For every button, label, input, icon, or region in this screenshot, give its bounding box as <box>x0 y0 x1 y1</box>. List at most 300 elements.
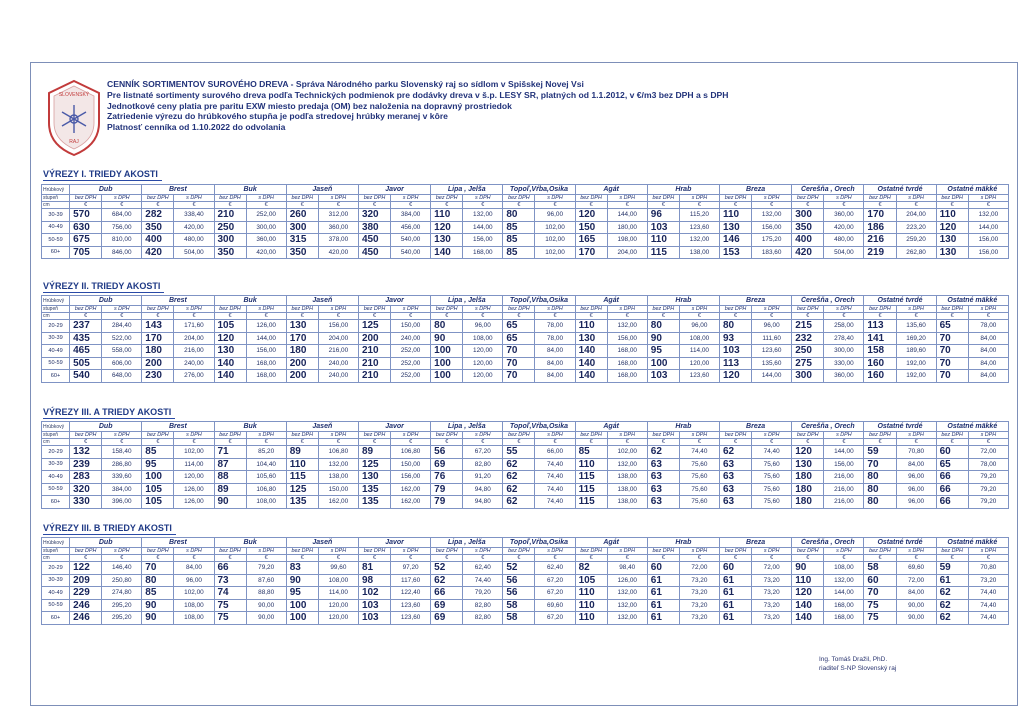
species-header: Jaseň <box>286 296 358 306</box>
price-with-vat: 420,00 <box>824 221 864 234</box>
currency-label: € <box>102 313 142 320</box>
currency-label: € <box>246 439 286 446</box>
price-without-vat: 79 <box>431 496 463 509</box>
price-without-vat: 85 <box>575 446 607 459</box>
price-without-vat: 113 <box>864 320 896 333</box>
price-with-vat-header: s DPH <box>535 195 575 202</box>
price-without-vat: 65 <box>503 332 535 345</box>
price-without-vat-header: bez DPH <box>503 195 535 202</box>
price-without-vat: 95 <box>286 587 318 600</box>
price-with-vat: 456,00 <box>391 221 431 234</box>
price-with-vat: 78,00 <box>968 320 1008 333</box>
price-with-vat: 120,00 <box>463 345 503 358</box>
price-without-vat: 75 <box>214 599 246 612</box>
table-row <box>42 599 1009 612</box>
currency-label: € <box>174 555 214 562</box>
price-without-vat-header: bez DPH <box>647 195 679 202</box>
species-header: Brest <box>142 422 214 432</box>
price-with-vat: 78,00 <box>968 458 1008 471</box>
price-with-vat: 169,20 <box>896 332 936 345</box>
currency-label: € <box>391 313 431 320</box>
currency-label: € <box>463 202 503 209</box>
currency-label: € <box>102 202 142 209</box>
price-without-vat: 100 <box>647 357 679 370</box>
price-without-vat: 130 <box>936 234 968 247</box>
price-without-vat: 200 <box>142 357 174 370</box>
price-with-vat: 126,00 <box>246 320 286 333</box>
price-with-vat-header: s DPH <box>174 195 214 202</box>
price-with-vat: 96,00 <box>896 496 936 509</box>
price-with-vat: 168,00 <box>607 345 647 358</box>
table-row <box>42 458 1009 471</box>
price-table <box>41 537 1009 625</box>
price-with-vat: 284,40 <box>102 320 142 333</box>
price-without-vat: 66 <box>936 483 968 496</box>
currency-label: € <box>647 202 679 209</box>
price-with-vat: 73,20 <box>679 612 719 625</box>
price-without-vat: 120 <box>936 221 968 234</box>
unit-label: cm <box>42 202 70 209</box>
price-without-vat: 180 <box>792 471 824 484</box>
price-with-vat: 75,60 <box>752 483 792 496</box>
price-without-vat-header: bez DPH <box>286 432 318 439</box>
species-header: Ostatné mäkké <box>936 296 1008 306</box>
price-with-vat: 79,20 <box>968 471 1008 484</box>
price-with-vat: 168,00 <box>607 370 647 383</box>
diameter-class: 50-59 <box>42 357 70 370</box>
currency-label: € <box>503 202 535 209</box>
currency-label: € <box>824 439 864 446</box>
price-without-vat: 350 <box>792 221 824 234</box>
price-with-vat: 156,00 <box>463 234 503 247</box>
currency-label: € <box>70 313 102 320</box>
currency-label: € <box>535 202 575 209</box>
price-without-vat: 70 <box>936 345 968 358</box>
price-with-vat: 74,40 <box>535 471 575 484</box>
price-without-vat: 219 <box>864 246 896 259</box>
price-with-vat: 73,20 <box>752 574 792 587</box>
currency-label: € <box>535 313 575 320</box>
price-without-vat: 246 <box>70 612 102 625</box>
price-with-vat: 79,20 <box>246 562 286 575</box>
price-with-vat: 216,00 <box>824 496 864 509</box>
price-without-vat: 170 <box>286 332 318 345</box>
species-header: Hrab <box>647 538 719 548</box>
price-without-vat: 140 <box>431 246 463 259</box>
price-without-vat: 320 <box>358 209 390 222</box>
price-without-vat-header: bez DPH <box>70 432 102 439</box>
currency-label: € <box>318 313 358 320</box>
unit-label: cm <box>42 555 70 562</box>
price-with-vat: 540,00 <box>391 234 431 247</box>
rowhead-label: stupeň <box>42 432 70 439</box>
price-without-vat: 71 <box>214 446 246 459</box>
price-with-vat: 74,40 <box>968 599 1008 612</box>
price-with-vat: 846,00 <box>102 246 142 259</box>
price-without-vat: 70 <box>864 587 896 600</box>
price-with-vat: 132,00 <box>607 599 647 612</box>
price-with-vat: 300,00 <box>824 345 864 358</box>
price-with-vat: 522,00 <box>102 332 142 345</box>
price-without-vat-header: bez DPH <box>431 195 463 202</box>
price-with-vat: 198,00 <box>607 234 647 247</box>
price-without-vat: 135 <box>358 483 390 496</box>
price-with-vat: 123,60 <box>752 345 792 358</box>
rowhead-label: Hrúbkový <box>42 422 70 432</box>
table-row <box>42 471 1009 484</box>
price-with-vat-header: s DPH <box>318 306 358 313</box>
price-without-vat: 58 <box>503 612 535 625</box>
price-with-vat: 223,20 <box>896 221 936 234</box>
price-with-vat: 360,00 <box>246 234 286 247</box>
price-without-vat: 350 <box>142 221 174 234</box>
price-without-vat: 540 <box>70 370 102 383</box>
price-without-vat: 95 <box>647 345 679 358</box>
price-with-vat: 168,00 <box>246 370 286 383</box>
price-without-vat-header: bez DPH <box>142 548 174 555</box>
price-with-vat: 120,00 <box>463 370 503 383</box>
price-with-vat: 648,00 <box>102 370 142 383</box>
price-without-vat: 87 <box>214 458 246 471</box>
price-with-vat: 132,00 <box>463 209 503 222</box>
price-with-vat-header: s DPH <box>679 306 719 313</box>
price-with-vat: 606,00 <box>102 357 142 370</box>
price-without-vat: 180 <box>286 345 318 358</box>
currency-label: € <box>431 202 463 209</box>
price-without-vat: 140 <box>575 357 607 370</box>
diameter-class: 60+ <box>42 496 70 509</box>
price-without-vat: 62 <box>503 483 535 496</box>
table-row <box>42 562 1009 575</box>
currency-label: € <box>752 555 792 562</box>
price-without-vat-header: bez DPH <box>70 548 102 555</box>
price-with-vat: 90,00 <box>896 599 936 612</box>
table-row <box>42 209 1009 222</box>
price-with-vat: 74,40 <box>679 446 719 459</box>
price-without-vat-header: bez DPH <box>575 195 607 202</box>
table-row <box>42 320 1009 333</box>
price-with-vat: 123,60 <box>679 221 719 234</box>
price-without-vat: 58 <box>864 562 896 575</box>
price-without-vat: 85 <box>142 587 174 600</box>
price-without-vat: 56 <box>503 574 535 587</box>
price-without-vat: 65 <box>936 458 968 471</box>
species-header: Ostatné mäkké <box>936 185 1008 195</box>
currency-label: € <box>824 202 864 209</box>
price-without-vat: 282 <box>142 209 174 222</box>
price-without-vat: 300 <box>214 234 246 247</box>
price-with-vat: 72,00 <box>679 562 719 575</box>
price-without-vat: 237 <box>70 320 102 333</box>
currency-label: € <box>358 555 390 562</box>
price-without-vat: 130 <box>936 246 968 259</box>
price-with-vat: 82,80 <box>463 612 503 625</box>
price-without-vat: 61 <box>719 612 751 625</box>
species-header: Breza <box>719 538 791 548</box>
price-without-vat: 63 <box>719 496 751 509</box>
price-with-vat: 108,00 <box>679 332 719 345</box>
price-with-vat: 171,60 <box>174 320 214 333</box>
currency-label: € <box>70 202 102 209</box>
price-with-vat: 146,40 <box>102 562 142 575</box>
price-with-vat: 98,40 <box>607 562 647 575</box>
currency-label: € <box>864 202 896 209</box>
price-without-vat: 100 <box>286 599 318 612</box>
currency-label: € <box>142 202 174 209</box>
price-with-vat: 156,00 <box>752 221 792 234</box>
price-with-vat: 330,00 <box>824 357 864 370</box>
price-without-vat-header: bez DPH <box>358 306 390 313</box>
price-with-vat: 162,00 <box>318 496 358 509</box>
price-with-vat: 216,00 <box>824 471 864 484</box>
price-with-vat-header: s DPH <box>824 195 864 202</box>
price-without-vat-header: bez DPH <box>358 195 390 202</box>
species-header: Topoľ,Vŕba,Osika <box>503 422 575 432</box>
price-with-vat-header: s DPH <box>318 432 358 439</box>
price-without-vat: 140 <box>792 612 824 625</box>
price-without-vat: 63 <box>647 458 679 471</box>
price-with-vat: 339,60 <box>102 471 142 484</box>
price-without-vat: 170 <box>142 332 174 345</box>
price-with-vat: 156,00 <box>391 471 431 484</box>
price-with-vat: 82,80 <box>463 599 503 612</box>
price-without-vat-header: bez DPH <box>431 432 463 439</box>
price-with-vat: 126,00 <box>174 496 214 509</box>
price-with-vat: 144,00 <box>752 370 792 383</box>
currency-label: € <box>286 439 318 446</box>
header-title: CENNÍK SORTIMENTOV SUROVÉHO DREVA - Správa Národného parku Slovenský raj so sídlom v Spišskej Novej Vsi <box>107 79 584 89</box>
species-header: Lipa , Jelša <box>431 422 503 432</box>
price-with-vat: 87,60 <box>246 574 286 587</box>
price-with-vat: 74,40 <box>535 458 575 471</box>
price-without-vat: 80 <box>864 496 896 509</box>
price-with-vat: 360,00 <box>318 221 358 234</box>
price-with-vat: 252,00 <box>391 370 431 383</box>
price-with-vat: 158,40 <box>102 446 142 459</box>
price-without-vat: 80 <box>503 209 535 222</box>
diameter-class: 60+ <box>42 246 70 259</box>
header-line-3: Jednotkové ceny platia pre paritu EXW miesto predaja (OM) bez naloženia na dopravný prostriedok <box>107 100 512 111</box>
currency-label: € <box>431 313 463 320</box>
price-with-vat: 312,00 <box>318 209 358 222</box>
species-header: Čerešňa , Orech <box>792 296 864 306</box>
price-with-vat: 114,00 <box>174 458 214 471</box>
species-header: Brest <box>142 185 214 195</box>
diameter-class: 30-39 <box>42 574 70 587</box>
price-with-vat: 420,00 <box>174 221 214 234</box>
price-without-vat: 209 <box>70 574 102 587</box>
price-without-vat: 200 <box>358 332 390 345</box>
currency-label: € <box>535 555 575 562</box>
price-with-vat: 85,20 <box>246 446 286 459</box>
price-without-vat: 60 <box>936 446 968 459</box>
price-without-vat: 505 <box>70 357 102 370</box>
price-without-vat: 110 <box>575 458 607 471</box>
currency-label: € <box>679 313 719 320</box>
price-without-vat: 110 <box>575 320 607 333</box>
currency-label: € <box>968 555 1008 562</box>
price-with-vat: 79,20 <box>463 587 503 600</box>
price-without-vat: 66 <box>431 587 463 600</box>
price-without-vat-header: bez DPH <box>864 432 896 439</box>
price-without-vat: 62 <box>503 458 535 471</box>
currency-label: € <box>318 439 358 446</box>
species-header: Ostatné tvrdé <box>864 185 936 195</box>
species-header: Jaseň <box>286 185 358 195</box>
snowflake-emblem-icon <box>47 79 101 157</box>
logo-top-text: SLOVENSKÝ <box>58 92 90 98</box>
price-with-vat-header: s DPH <box>463 548 503 555</box>
price-without-vat-header: bez DPH <box>575 548 607 555</box>
price-with-vat-header: s DPH <box>752 306 792 313</box>
signature-block <box>819 655 896 673</box>
price-without-vat: 105 <box>142 483 174 496</box>
rowhead-label: Hrúbkový <box>42 296 70 306</box>
price-with-vat: 105,60 <box>246 471 286 484</box>
price-with-vat: 96,00 <box>896 483 936 496</box>
price-with-vat: 108,00 <box>463 332 503 345</box>
table-row <box>42 574 1009 587</box>
price-without-vat: 300 <box>286 221 318 234</box>
currency-label: € <box>896 555 936 562</box>
price-without-vat: 130 <box>792 458 824 471</box>
price-without-vat: 75 <box>214 612 246 625</box>
price-with-vat-header: s DPH <box>391 432 431 439</box>
price-with-vat: 72,00 <box>896 574 936 587</box>
price-without-vat: 62 <box>431 574 463 587</box>
species-header: Buk <box>214 185 286 195</box>
price-without-vat: 90 <box>647 332 679 345</box>
currency-label: € <box>214 555 246 562</box>
price-with-vat-header: s DPH <box>896 548 936 555</box>
price-with-vat: 156,00 <box>607 332 647 345</box>
price-with-vat: 108,00 <box>174 612 214 625</box>
price-with-vat: 378,00 <box>318 234 358 247</box>
diameter-class: 40-49 <box>42 345 70 358</box>
price-without-vat: 56 <box>431 446 463 459</box>
currency-label: € <box>792 555 824 562</box>
price-without-vat: 120 <box>719 370 751 383</box>
species-header: Hrab <box>647 422 719 432</box>
price-with-vat: 73,20 <box>679 574 719 587</box>
currency-label: € <box>936 439 968 446</box>
currency-label: € <box>142 313 174 320</box>
price-with-vat: 84,00 <box>968 357 1008 370</box>
currency-label: € <box>503 313 535 320</box>
price-with-vat: 74,40 <box>463 574 503 587</box>
species-header: Jaseň <box>286 538 358 548</box>
price-with-vat: 75,60 <box>752 471 792 484</box>
price-with-vat-header: s DPH <box>174 548 214 555</box>
header-validity: Platnosť cenníka od 1.10.2022 do odvolania <box>107 122 286 133</box>
price-without-vat: 420 <box>792 246 824 259</box>
currency-label: € <box>286 202 318 209</box>
price-without-vat-header: bez DPH <box>647 548 679 555</box>
price-without-vat: 135 <box>286 496 318 509</box>
price-without-vat: 79 <box>431 483 463 496</box>
species-header: Topoľ,Vŕba,Osika <box>503 185 575 195</box>
price-without-vat: 465 <box>70 345 102 358</box>
price-with-vat: 90,00 <box>246 612 286 625</box>
price-without-vat: 60 <box>864 574 896 587</box>
price-table <box>41 184 1009 259</box>
price-with-vat: 96,00 <box>896 471 936 484</box>
price-without-vat: 70 <box>503 345 535 358</box>
price-with-vat-header: s DPH <box>318 548 358 555</box>
price-without-vat-header: bez DPH <box>792 548 824 555</box>
price-without-vat: 76 <box>431 471 463 484</box>
currency-label: € <box>391 439 431 446</box>
price-with-vat: 138,00 <box>607 483 647 496</box>
price-without-vat: 88 <box>214 471 246 484</box>
price-with-vat: 810,00 <box>102 234 142 247</box>
price-without-vat-header: bez DPH <box>575 306 607 313</box>
price-without-vat-header: bez DPH <box>70 306 102 313</box>
price-without-vat: 186 <box>864 221 896 234</box>
price-with-vat-header: s DPH <box>535 306 575 313</box>
price-without-vat: 180 <box>792 496 824 509</box>
currency-label: € <box>463 555 503 562</box>
price-without-vat: 52 <box>503 562 535 575</box>
price-with-vat: 73,20 <box>968 574 1008 587</box>
price-without-vat: 110 <box>286 458 318 471</box>
price-with-vat: 72,00 <box>968 446 1008 459</box>
price-without-vat: 110 <box>936 209 968 222</box>
price-without-vat-header: bez DPH <box>647 432 679 439</box>
price-with-vat: 84,00 <box>968 370 1008 383</box>
currency-label: € <box>792 439 824 446</box>
price-without-vat: 130 <box>575 332 607 345</box>
price-with-vat: 62,40 <box>535 562 575 575</box>
price-with-vat-header: s DPH <box>679 548 719 555</box>
price-with-vat: 295,20 <box>102 599 142 612</box>
price-without-vat: 122 <box>70 562 102 575</box>
currency-label: € <box>968 202 1008 209</box>
price-with-vat-header: s DPH <box>607 306 647 313</box>
price-with-vat: 192,00 <box>896 370 936 383</box>
price-with-vat: 67,20 <box>535 574 575 587</box>
currency-label: € <box>70 439 102 446</box>
price-with-vat: 420,00 <box>246 246 286 259</box>
price-with-vat: 84,00 <box>896 587 936 600</box>
currency-label: € <box>824 555 864 562</box>
price-without-vat-header: bez DPH <box>936 432 968 439</box>
price-without-vat-header: bez DPH <box>719 195 751 202</box>
price-with-vat: 67,20 <box>535 612 575 625</box>
currency-label: € <box>142 439 174 446</box>
price-without-vat: 125 <box>286 483 318 496</box>
price-with-vat: 96,00 <box>535 209 575 222</box>
price-without-vat: 130 <box>431 234 463 247</box>
price-with-vat: 286,80 <box>102 458 142 471</box>
price-without-vat-header: bez DPH <box>214 548 246 555</box>
price-without-vat: 90 <box>142 599 174 612</box>
species-header: Ostatné tvrdé <box>864 296 936 306</box>
price-without-vat: 61 <box>719 587 751 600</box>
price-without-vat-header: bez DPH <box>70 195 102 202</box>
price-without-vat: 246 <box>70 599 102 612</box>
price-without-vat: 65 <box>503 320 535 333</box>
price-without-vat: 180 <box>142 345 174 358</box>
price-without-vat: 110 <box>431 209 463 222</box>
price-without-vat: 73 <box>214 574 246 587</box>
price-with-vat-header: s DPH <box>102 432 142 439</box>
price-without-vat: 435 <box>70 332 102 345</box>
table-row <box>42 612 1009 625</box>
signatory-name: Ing. Tomáš Dražil, PhD. <box>819 656 888 663</box>
price-with-vat: 97,20 <box>391 562 431 575</box>
diameter-class: 50-59 <box>42 234 70 247</box>
